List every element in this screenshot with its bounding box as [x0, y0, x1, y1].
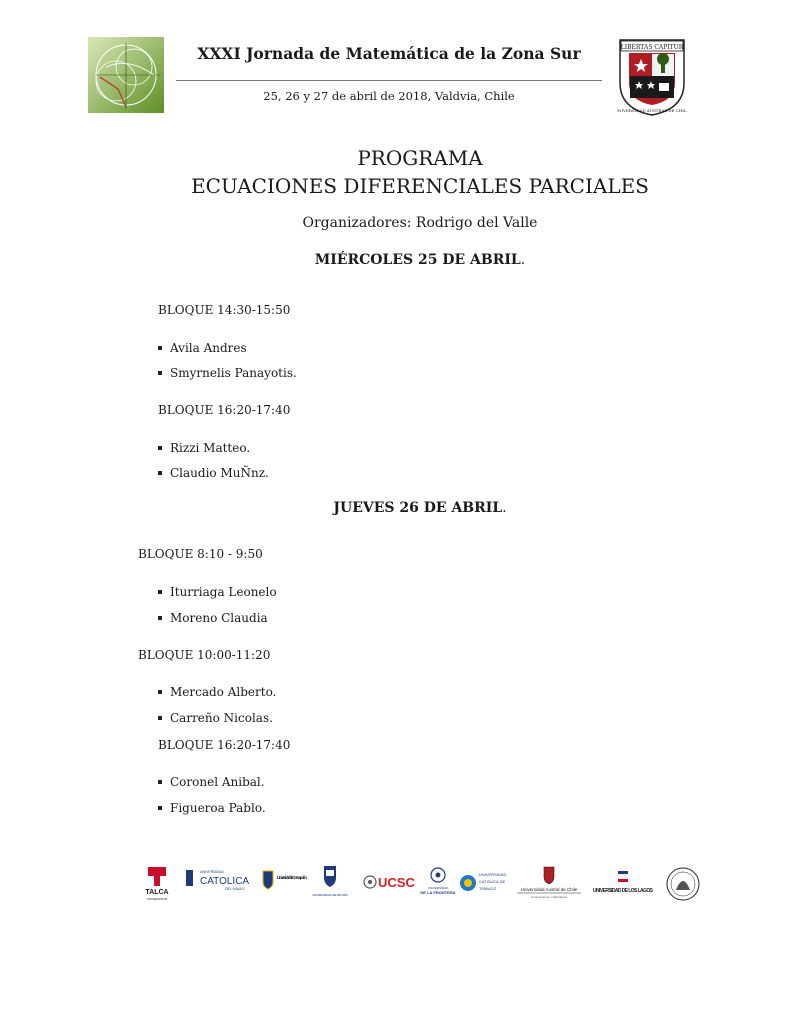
block-label: BLOQUE 14:30-15:50 [158, 303, 291, 317]
bullet-icon [158, 690, 162, 694]
bullet-icon [158, 471, 162, 475]
biobio-logo [312, 866, 349, 897]
program-title-line2: ECUACIONES DIFERENCIALES PARCIALES [191, 174, 649, 198]
speaker-name: Rizzi Matteo. [170, 441, 251, 455]
ucsc-text: UCSC [378, 875, 415, 890]
bullet-icon [158, 806, 162, 810]
speaker-name: Figueroa Pablo. [170, 801, 266, 815]
conference-dates: 25, 26 y 27 de abril de 2018, Valdvia, Chile [263, 89, 515, 103]
universidad-austral-crest [617, 37, 687, 117]
block-label: BLOQUE 16:20-17:40 [158, 403, 291, 417]
speaker-name: Coronel Anibal. [170, 775, 265, 789]
speaker-item [158, 685, 276, 699]
organizers: Organizadores: Rodrigo del Valle [302, 215, 538, 231]
day-heading-label: JUEVES 26 DE ABRIL [333, 500, 503, 516]
los-lagos-logo [593, 871, 654, 894]
austral-text: Universidad Austral de Chile [520, 887, 578, 892]
catolica-maule-logo [186, 870, 249, 891]
block-label: BLOQUE 8:10 - 9:50 [138, 547, 263, 561]
temuco-line2: CATÓLICA DE [479, 879, 506, 884]
catolica-main-text: CATOLICA [200, 876, 250, 887]
biobio-text: UNIVERSIDAD DEL BÍO-BÍO [312, 893, 348, 897]
speaker-item [158, 466, 269, 480]
day-heading-wednesday [0, 252, 800, 268]
catolica-sub-text: DEL MAULE [225, 887, 245, 891]
jornada-logo [88, 37, 164, 113]
concepcion-text: Universidad de Concepción [277, 875, 307, 880]
frontera-text: DE LA FRONTERA [420, 890, 456, 895]
speaker-item [158, 775, 265, 789]
speaker-item [158, 801, 266, 815]
catolica-top-text: UNIVERSIDAD [200, 870, 224, 874]
speaker-item [158, 366, 297, 380]
speaker-name: Avila Andres [170, 341, 247, 355]
header-divider [176, 80, 602, 81]
bullet-icon [158, 371, 162, 375]
conference-title: XXXI Jornada de Matemática de la Zona Sur [197, 44, 581, 63]
speaker-name: Claudio MuÑnz. [170, 466, 269, 480]
bullet-icon [158, 716, 162, 720]
talca-logo [145, 867, 168, 901]
bullet-icon [158, 590, 162, 594]
frontera-logo [420, 868, 455, 895]
temuco-line1: UNIVERSIDAD [479, 872, 507, 877]
program-title-line1: PROGRAMA [357, 146, 483, 170]
speaker-item [158, 441, 250, 455]
speaker-name: Moreno Claudia [170, 611, 268, 625]
block-label: BLOQUE 16:20-17:40 [158, 738, 291, 752]
temuco-line3: TEMUCO [479, 886, 497, 891]
day-heading-period: . [502, 500, 507, 516]
speaker-name: Carreño Nicolas. [170, 711, 273, 725]
day-heading-thursday [0, 500, 800, 516]
block-label: BLOQUE 10:00-11:20 [138, 648, 271, 662]
talca-sub-text: UNIVERSIDAD [146, 897, 168, 901]
speaker-item [158, 611, 268, 625]
crest-university-name: UNIVERSIDAD AUSTRAL DE CHILE [617, 108, 687, 113]
bullet-icon [158, 346, 162, 350]
seal-logo [667, 868, 699, 900]
speaker-name: Mercado Alberto. [170, 685, 277, 699]
bullet-icon [158, 616, 162, 620]
ucsc-logo [364, 875, 415, 890]
speaker-item [158, 585, 277, 599]
austral-logo [517, 867, 581, 899]
speaker-item [158, 711, 273, 725]
austral-sub-text: Conocimiento y Naturaleza [530, 895, 568, 899]
day-heading-period: . [520, 252, 526, 268]
crest-motto: LIBERTAS CAPITUR [620, 44, 684, 51]
day-heading-label: MIÉRCOLES 25 DE ABRIL [314, 252, 521, 268]
frontera-top-text: UNIVERSIDAD [427, 886, 449, 890]
los-lagos-text: UNIVERSIDAD DE LOS LAGOS [593, 888, 653, 894]
talca-text: TALCA [145, 889, 169, 896]
speaker-item [158, 341, 247, 355]
speaker-name: Smyrnelis Panayotis. [170, 366, 297, 380]
speaker-name: Iturriaga Leonelo [170, 585, 277, 599]
sponsor-logos [140, 862, 700, 907]
bullet-icon [158, 780, 162, 784]
bullet-icon [158, 446, 162, 450]
temuco-logo [460, 872, 506, 891]
program-title [0, 144, 800, 200]
concepcion-logo [263, 871, 307, 889]
